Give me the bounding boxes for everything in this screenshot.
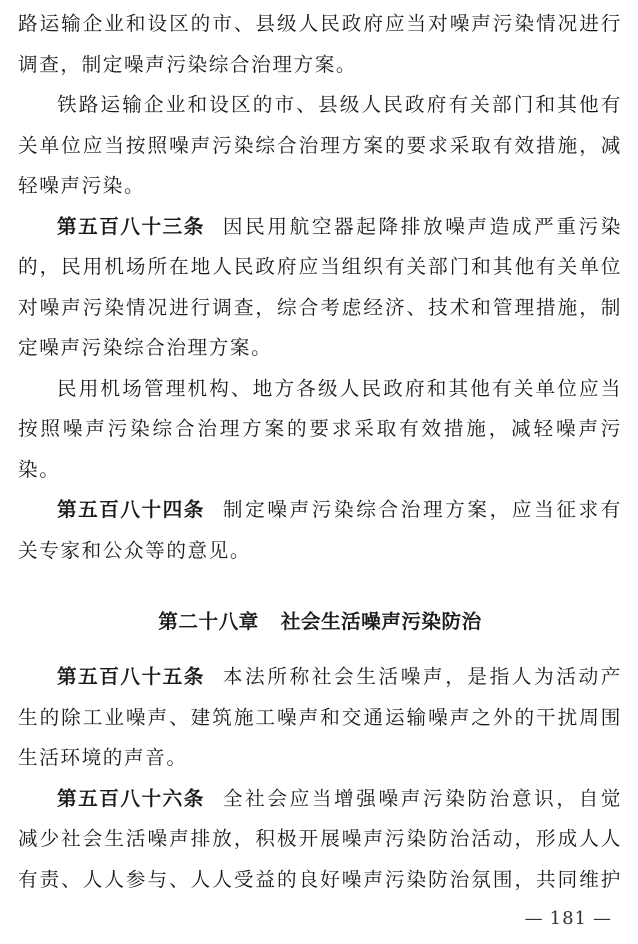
chapter-number: 第二十八章 — [158, 610, 259, 633]
paragraph-continuation — [18, 4, 622, 85]
text-line: 有责、人人参与、人人受益的良好噪声污染防治氛围，共同维护 — [18, 867, 622, 891]
text-line: 生活环境的声音。 — [18, 746, 188, 769]
paragraph — [18, 369, 622, 491]
paragraph — [18, 85, 622, 207]
footer-dash-right: — — [593, 908, 612, 929]
article-583 — [18, 207, 622, 369]
text-line — [18, 207, 622, 248]
chapter-title: 社会生活噪声污染防治 — [280, 610, 482, 633]
text-line: 路运输企业和设区的市、县级人民政府应当对噪声污染情况进行 — [18, 12, 622, 35]
text-line: 关单位应当按照噪声污染综合治理方案的要求采取有效措施，减 — [18, 133, 622, 157]
text-line: 调查，制定噪声污染综合治理方案。 — [18, 52, 358, 76]
article-number: 第五百八十五条 — [57, 665, 205, 688]
text-line: 按照噪声污染综合治理方案的要求采取有效措施，减轻噪声污 — [18, 417, 622, 440]
text-line — [18, 490, 622, 531]
text-line: 减少社会生活噪声排放，积极开展噪声污染防治活动，形成人人 — [18, 827, 622, 850]
article-text: 因民用航空器起降排放噪声造成严重污染 — [222, 214, 622, 238]
text-line — [18, 657, 622, 698]
document-page — [18, 4, 622, 900]
article-number: 第五百八十六条 — [57, 786, 205, 810]
text-line — [18, 779, 622, 820]
text-line: 对噪声污染情况进行调查，综合考虑经济、技术和管理措施，制 — [18, 295, 622, 319]
page-number: 181 — [549, 908, 587, 929]
article-text: 制定噪声污染综合治理方案，应当征求有 — [222, 498, 622, 521]
article-number: 第五百八十四条 — [57, 498, 205, 521]
text-line: 轻噪声污染。 — [18, 174, 146, 197]
text-line: 染。 — [18, 457, 61, 481]
article-number: 第五百八十三条 — [57, 214, 205, 238]
text-line: 民用机场管理机构、地方各级人民政府和其他有关单位应当 — [57, 376, 622, 400]
text-line: 生的除工业噪声、建筑施工噪声和交通运输噪声之外的干扰周围 — [18, 705, 622, 729]
text-line: 铁路运输企业和设区的市、县级人民政府有关部门和其他有 — [57, 93, 622, 116]
article-584 — [18, 490, 622, 571]
text-line: 定噪声污染综合治理方案。 — [18, 336, 273, 359]
footer-dash-left: — — [524, 908, 544, 929]
chapter-heading — [18, 591, 622, 652]
article-text: 本法所称社会生活噪声，是指人为活动产 — [222, 665, 622, 688]
article-585 — [18, 657, 622, 779]
text-line: 关专家和公众等的意见。 — [18, 538, 252, 562]
article-text: 全社会应当增强噪声污染防治意识，自觉 — [222, 786, 622, 810]
text-line: 的，民用机场所在地人民政府应当组织有关部门和其他有关单位 — [18, 255, 622, 278]
page-footer — [519, 908, 618, 929]
article-586 — [18, 779, 622, 901]
